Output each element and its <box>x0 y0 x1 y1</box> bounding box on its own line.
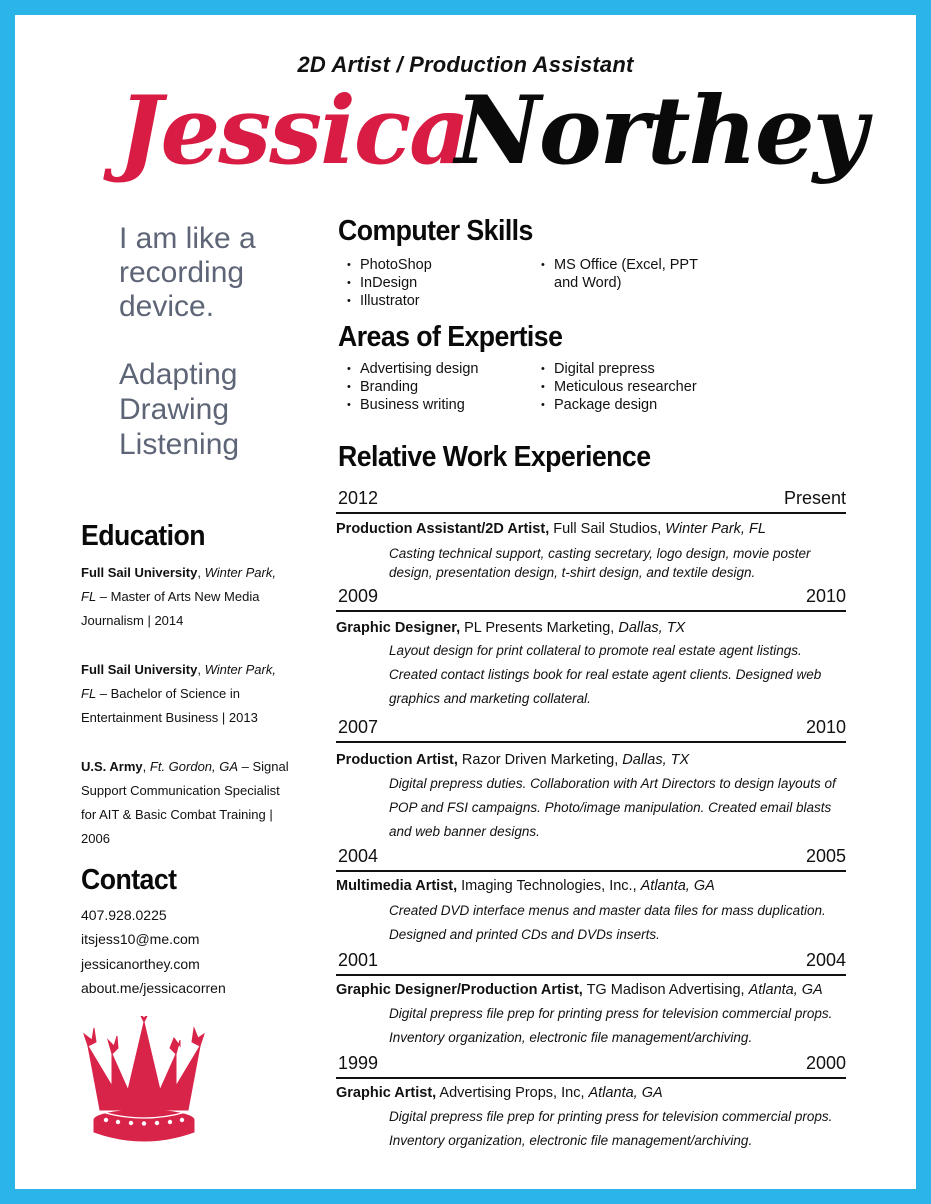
job-title-line <box>336 520 856 538</box>
separator: , <box>142 759 150 774</box>
job-start-year: 2004 <box>338 846 379 866</box>
job-company: Advertising Props, Inc, <box>436 1085 589 1101</box>
job-company: Razor Driven Marketing, <box>457 752 623 768</box>
job-end-year: 2010 <box>805 717 846 737</box>
trait-item: Drawing <box>119 393 230 426</box>
expertise-item: • Meticulous researcher <box>539 378 739 396</box>
job-start-year: 2012 <box>338 488 379 508</box>
crown-icon <box>82 1016 206 1146</box>
job-title: Graphic Designer/Production Artist, <box>336 982 583 998</box>
job-company: PL Presents Marketing, <box>460 620 619 636</box>
job-date-row <box>336 944 846 976</box>
job-company: TG Madison Advertising, <box>582 982 749 998</box>
job-location: Atlanta, GA <box>748 982 823 998</box>
school-name: Full Sail University <box>81 662 198 677</box>
job-end-year: Present <box>783 488 846 508</box>
expertise-item: • Package design <box>539 396 739 414</box>
skill-item: • InDesign <box>345 274 535 292</box>
job-title-line <box>336 981 856 999</box>
tagline-line: recording <box>119 256 245 289</box>
expertise-item: • Business writing <box>345 396 535 414</box>
job-start-year: 2009 <box>338 586 379 606</box>
first-name: Jessica <box>118 76 468 186</box>
job-description: Casting technical support, casting secretary, logo design, movie poster design, presentation design, t-shirt design, and textile design. <box>389 546 811 580</box>
job-location: Dallas, TX <box>622 752 690 768</box>
job-start-year: 2001 <box>338 950 379 970</box>
experience-heading: Relative Work Experience <box>338 441 651 473</box>
job-end-year: 2004 <box>805 950 846 970</box>
job-description: Layout design for print collateral to promote real estate agent listings. Created contact listings book for real estate agent clients. Designed web graphics and marketing collateral. <box>389 643 822 706</box>
school-name: U.S. Army <box>81 759 143 774</box>
skill-item: • Illustrator <box>345 292 535 310</box>
job-date-row <box>336 840 846 872</box>
job-title: Production Assistant/2D Artist, <box>336 521 550 537</box>
school-location: Winter Park, FL <box>81 662 276 701</box>
job-title-line <box>336 1084 856 1102</box>
contact-aboutme[interactable]: about.me/jessicacorren <box>81 980 226 996</box>
job-title-line <box>336 877 856 895</box>
job-end-year: 2000 <box>805 1053 846 1073</box>
degree-text: – Signal Support Communication Specialist for AIT & Basic Combat Training | 2006 <box>81 759 289 846</box>
skills-list-right <box>539 256 709 292</box>
job-location: Atlanta, GA <box>588 1085 663 1101</box>
job-date-row <box>336 711 846 743</box>
school-location: Winter Park, FL <box>81 565 276 604</box>
job-end-year: 2010 <box>805 586 846 606</box>
job-company: Full Sail Studios, <box>549 521 666 537</box>
education-entry <box>81 658 291 730</box>
separator: , <box>197 662 205 677</box>
last-name: Northey <box>455 76 866 186</box>
job-location: Atlanta, GA <box>640 878 715 894</box>
school-location: Ft. Gordon, GA <box>149 759 239 774</box>
degree-text: – Bachelor of Science in Entertainment Business | 2013 <box>81 686 258 725</box>
job-date-row <box>336 580 846 612</box>
job-description: Digital prepress duties. Collaboration with Art Directors to design layouts of POP and FSI campaigns. Photo/image manipulation. Created email blasts and web banner designs. <box>389 776 836 839</box>
trait-item: Adapting <box>119 358 238 391</box>
expertise-item: • Branding <box>345 378 535 396</box>
tagline-line: device. <box>119 290 215 323</box>
education-entry <box>81 755 291 851</box>
traits-list <box>119 357 319 462</box>
job-start-year: 2007 <box>338 717 379 737</box>
education-entry <box>81 561 291 633</box>
job-title-line <box>336 751 856 769</box>
job-title: Production Artist, <box>336 752 458 768</box>
job-end-year: 2005 <box>805 846 846 866</box>
tagline <box>119 222 319 324</box>
job-title-line <box>336 619 856 637</box>
trait-item: Listening <box>119 428 240 461</box>
skills-list-left <box>345 256 535 310</box>
expertise-item: • Digital prepress <box>539 360 739 378</box>
contact-heading: Contact <box>81 864 177 896</box>
job-start-year: 1999 <box>338 1053 379 1073</box>
job-title: Graphic Designer, <box>336 620 461 636</box>
job-title: Multimedia Artist, <box>336 878 458 894</box>
expertise-list-right <box>539 360 739 414</box>
expertise-heading: Areas of Expertise <box>338 321 563 353</box>
separator: , <box>197 565 205 580</box>
school-name: Full Sail University <box>81 565 198 580</box>
computer-skills-heading: Computer Skills <box>338 215 533 247</box>
contact-email[interactable]: itsjess10@me.com <box>81 931 200 947</box>
degree-text: – Master of Arts New Media Journalism | 2014 <box>81 589 260 628</box>
job-title: Graphic Artist, <box>336 1085 437 1101</box>
education-heading: Education <box>81 520 205 552</box>
job-description: Digital prepress file prep for printing press for television commercial props. Inventory organization, electronic file management/archiving. <box>389 1006 833 1045</box>
tagline-line: I am like a <box>119 222 256 255</box>
skill-item: • MS Office (Excel, PPT and Word) <box>539 256 709 292</box>
expertise-list-left <box>345 360 535 414</box>
expertise-item: • Advertising design <box>345 360 535 378</box>
job-description: Digital prepress file prep for printing press for television commercial props. Inventory organization, electronic file management/archiving. <box>389 1109 833 1148</box>
skill-item: • PhotoShop <box>345 256 535 274</box>
job-role-title: 2D Artist / Production Assistant <box>297 52 634 77</box>
job-company: Imaging Technologies, Inc., <box>457 878 641 894</box>
contact-website[interactable]: jessicanorthey.com <box>81 956 200 972</box>
job-description: Created DVD interface menus and master data files for mass duplication. Designed and printed CDs and DVDs inserts. <box>389 903 826 942</box>
job-location: Winter Park, FL <box>665 521 766 537</box>
job-date-row <box>336 1047 846 1079</box>
job-date-row <box>336 482 846 514</box>
job-location: Dallas, TX <box>618 620 686 636</box>
contact-phone: 407.928.0225 <box>81 907 167 923</box>
